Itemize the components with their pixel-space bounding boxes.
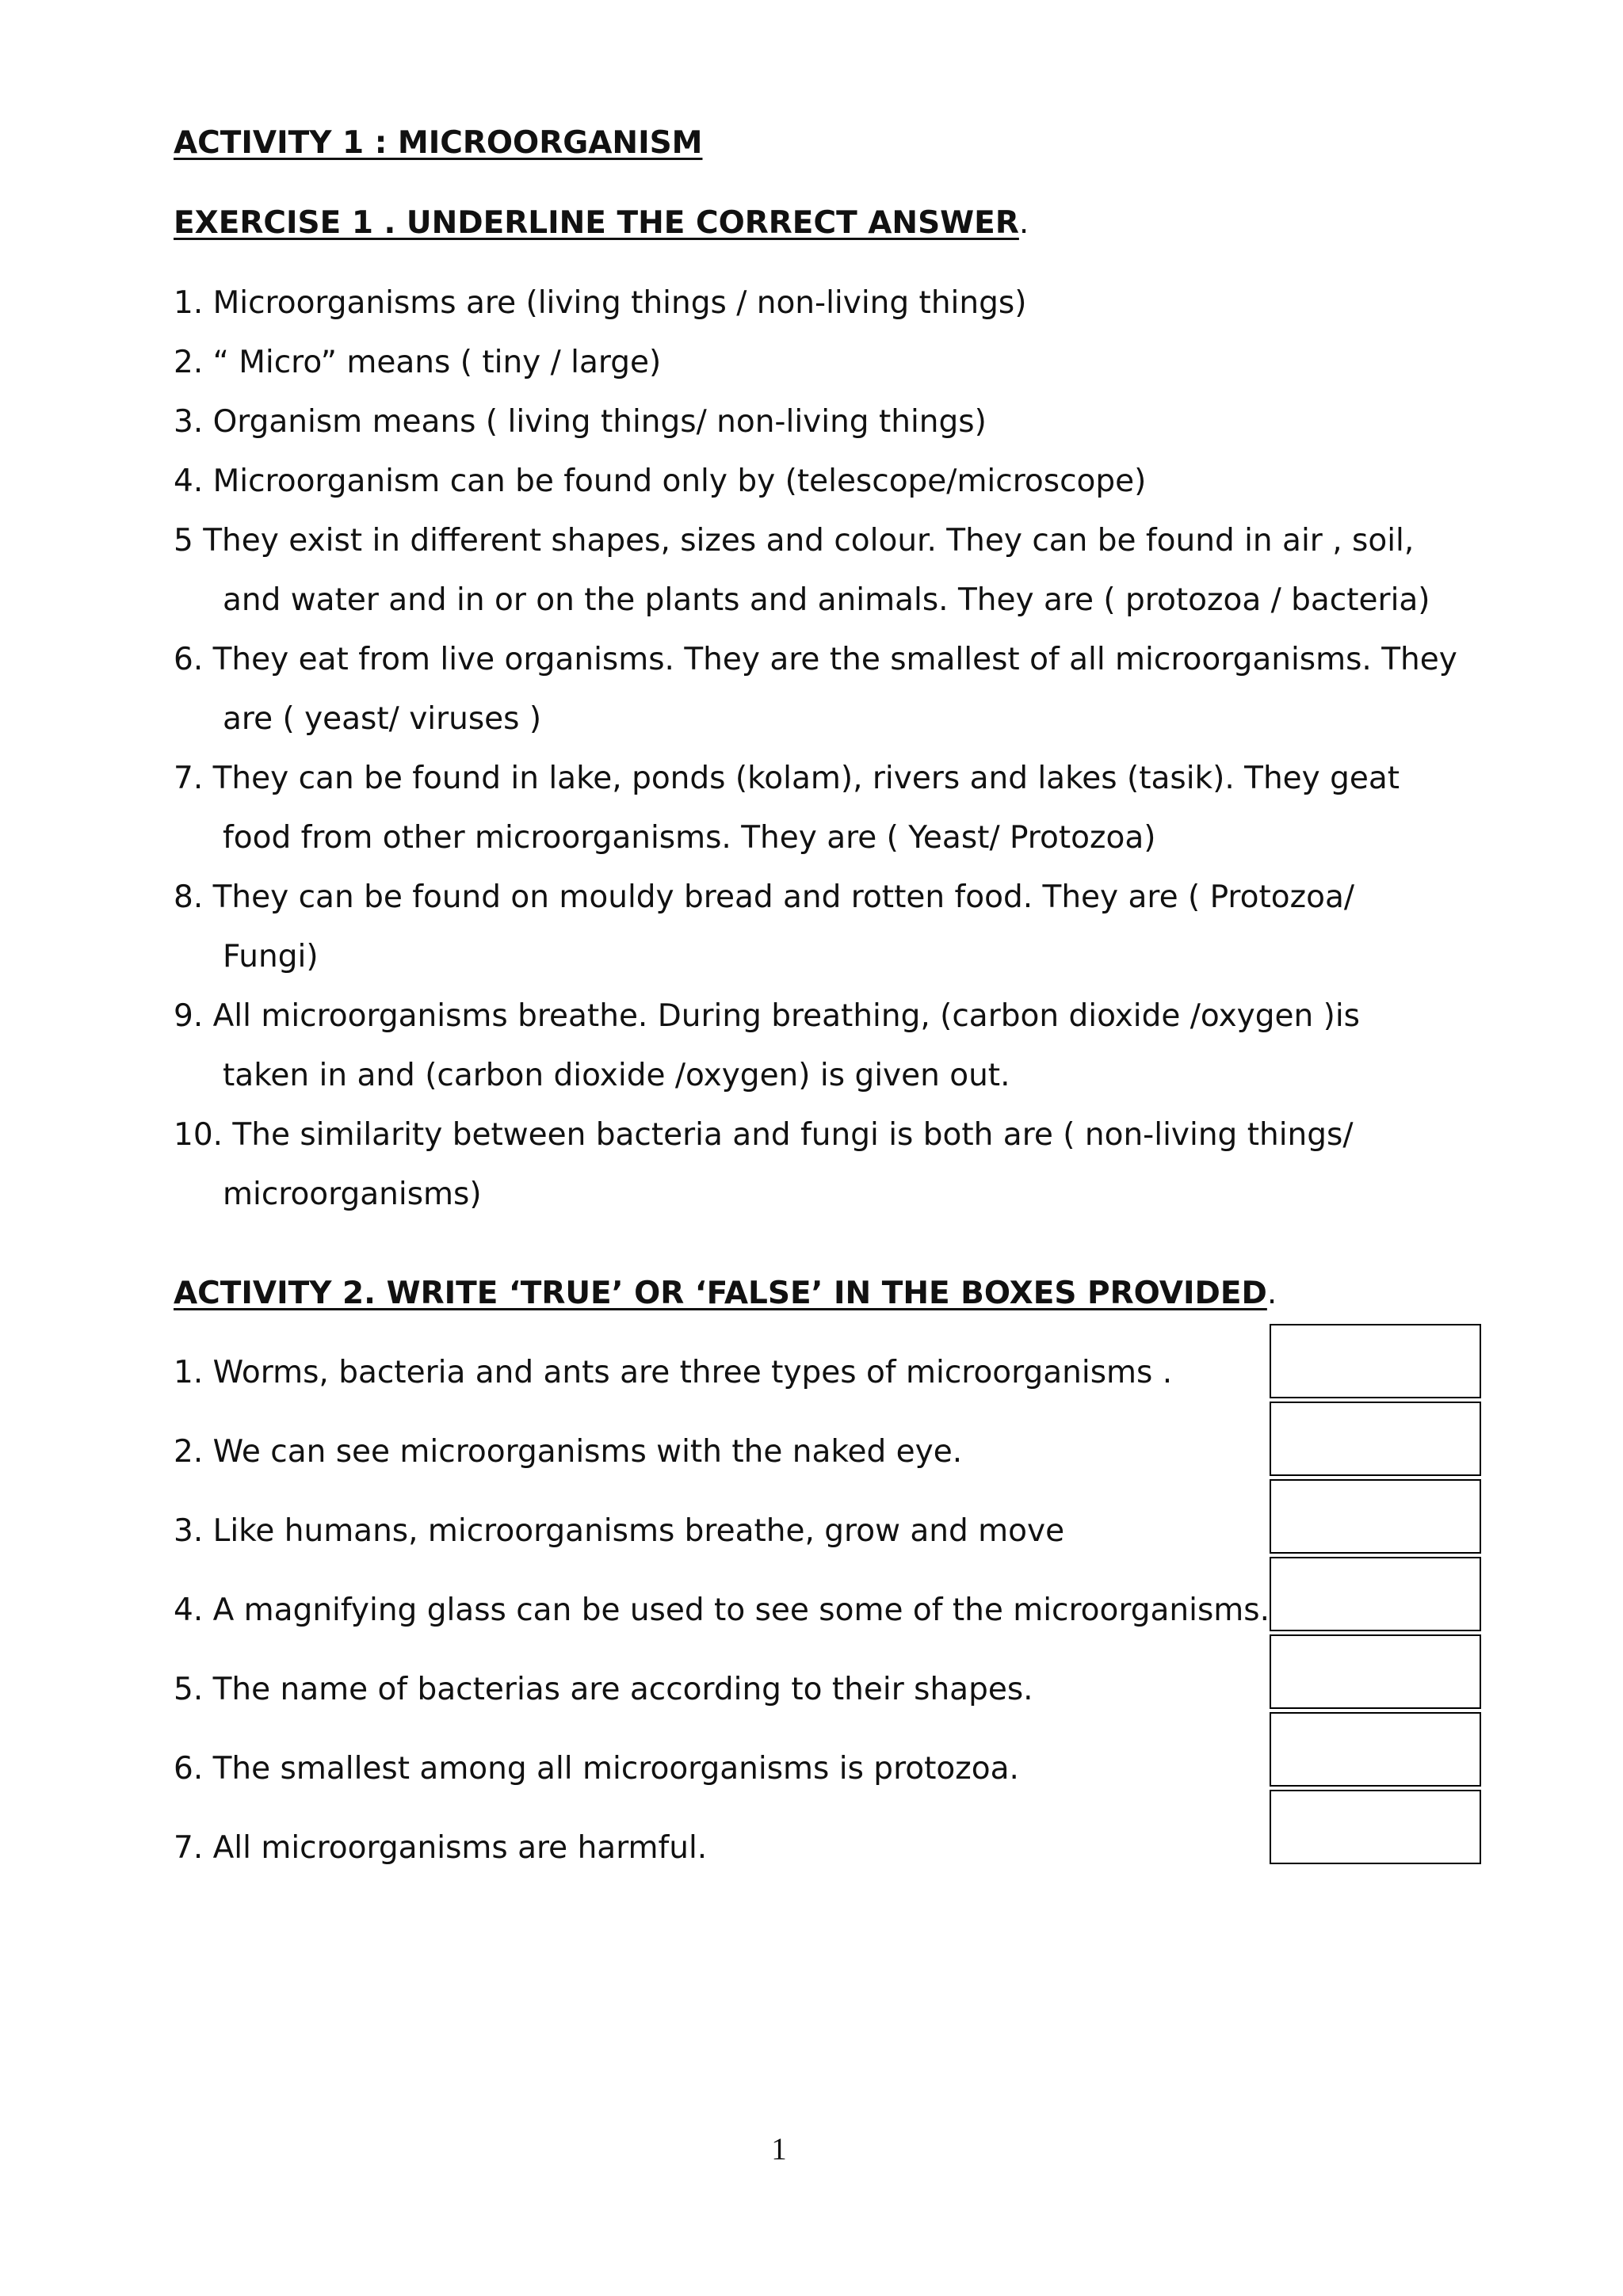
answer-box-7[interactable] — [1270, 1790, 1481, 1864]
exercise1-title-punct: . — [1018, 205, 1029, 241]
question-7-cont: food from other microorganisms. They are ( Yeast/ Protozoa) — [223, 820, 1156, 856]
exercise1-title — [174, 205, 1029, 241]
answer-box-3[interactable] — [1270, 1479, 1481, 1554]
statement-4: 4. A magnifying glass can be used to see some of the microorganisms. — [174, 1592, 1270, 1628]
question-6-cont: are ( yeast/ viruses ) — [223, 701, 542, 737]
question-10: 10. The similarity between bacteria and fungi is both are ( non-living things/ — [174, 1117, 1354, 1153]
answer-box-4[interactable] — [1270, 1557, 1481, 1631]
activity2-title-text: ACTIVITY 2. WRITE ‘TRUE’ OR ‘FALSE’ IN THE BOXES PROVIDED — [174, 1276, 1267, 1311]
question-9: 9. All microorganisms breathe. During breathing, (carbon dioxide /oxygen )is — [174, 998, 1360, 1034]
question-5: 5 They exist in different shapes, sizes and colour. They can be found in air , soil, — [174, 523, 1415, 559]
answer-box-2[interactable] — [1270, 1402, 1481, 1476]
exercise1-title-text: EXERCISE 1 . UNDERLINE THE CORRECT ANSWER — [174, 205, 1019, 241]
question-8-cont: Fungi) — [223, 939, 319, 974]
question-5-cont: and water and in or on the plants and animals. They are ( protozoa / bacteria) — [223, 582, 1430, 618]
statement-1: 1. Worms, bacteria and ants are three types of microorganisms . — [174, 1355, 1173, 1390]
answer-box-6[interactable] — [1270, 1712, 1481, 1787]
statement-3: 3. Like humans, microorganisms breathe, grow and move — [174, 1513, 1065, 1549]
question-10-cont: microorganisms) — [223, 1177, 482, 1212]
question-3: 3. Organism means ( living things/ non-living things) — [174, 404, 987, 440]
page-number: 1 — [771, 2132, 787, 2166]
activity2-title — [174, 1276, 1277, 1311]
question-2: 2. “ Micro” means ( tiny / large) — [174, 345, 662, 380]
statement-2: 2. We can see microorganisms with the naked eye. — [174, 1434, 963, 1470]
question-1: 1. Microorganisms are (living things / non-living things) — [174, 285, 1027, 321]
activity2-title-punct: . — [1266, 1276, 1277, 1311]
activity1-title: ACTIVITY 1 : MICROORGANISM — [174, 125, 703, 161]
statement-7: 7. All microorganisms are harmful. — [174, 1830, 708, 1866]
question-7: 7. They can be found in lake, ponds (kolam), rivers and lakes (tasik). They geat — [174, 761, 1400, 796]
question-4: 4. Microorganism can be found only by (telescope/microscope) — [174, 463, 1147, 499]
question-6: 6. They eat from live organisms. They are the smallest of all microorganisms. They — [174, 642, 1457, 677]
question-8: 8. They can be found on mouldy bread and rotten food. They are ( Protozoa/ — [174, 879, 1354, 915]
statement-6: 6. The smallest among all microorganisms is protozoa. — [174, 1751, 1019, 1787]
answer-box-1[interactable] — [1270, 1324, 1481, 1398]
statement-5: 5. The name of bacterias are according to their shapes. — [174, 1672, 1033, 1707]
question-9-cont: taken in and (carbon dioxide /oxygen) is given out. — [223, 1058, 1010, 1093]
answer-box-5[interactable] — [1270, 1634, 1481, 1709]
